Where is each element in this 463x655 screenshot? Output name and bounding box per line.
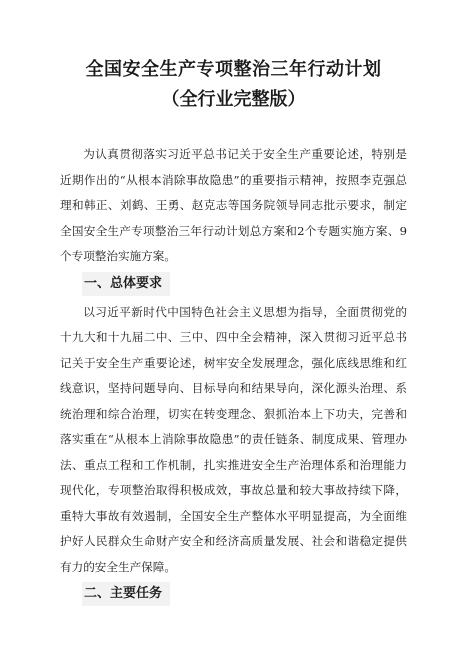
section-1-heading-wrap	[60, 270, 407, 300]
document-title: 全国安全生产专项整治三年行动计划	[85, 59, 382, 80]
section-1-body: 以习近平新时代中国特色社会主义思想为指导，全面贯彻党的十九大和十九届二中、三中、四中全会精神，深入贯彻习近平总书记关于安全生产重要论述，树牢安全发展理念，强化底线思维和红线意识，坚持问题导向、目标导向和结果导向，深化源头治理、系统治理和综合治理，切实在转变理念、狠抓治本上下功夫，完善和落实重在“从根本上消除事故隐患”的责任链条、制度成果、管理办法、重点工程和工作机制，扎实推进安全生产治理体系和治理能力现代化，专项整治取得积极成效，事故总量和较大事故持续下降，重特大事故有效遏制，全国安全生产整体水平明显提高，为全面维护好人民群众生命财产安全和经济高质量发展、社会和谐稳定提供有力的安全生产保障。	[60, 304, 407, 574]
document-subtitle: （全行业完整版）	[161, 89, 306, 110]
section-1-heading: 一、总体要求	[82, 272, 170, 296]
intro-paragraph: 为认真贯彻落实习近平总书记关于安全生产重要论述，特别是近期作出的“从根本消除事故隐患”的重要指示精神，按照李克强总理和韩正、刘鹤、王勇、赵克志等国务院领导同志批示要求，制定全国安全生产专项整治三年行动计划总方案和2个专题实施方案、9个专项整治实施方案。	[60, 147, 407, 263]
section-2-heading-wrap	[60, 580, 407, 610]
section-2-heading: 二、主要任务	[82, 582, 170, 606]
